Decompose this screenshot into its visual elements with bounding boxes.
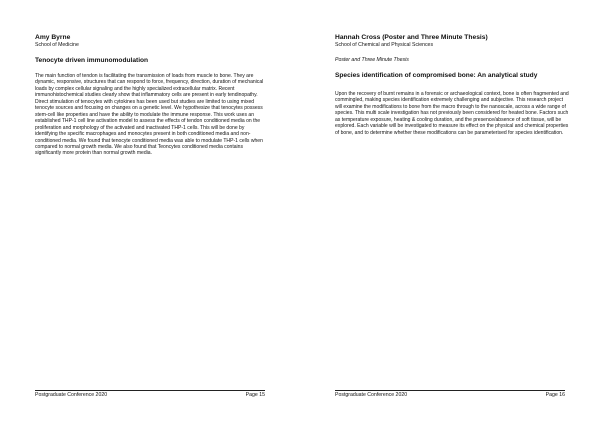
presentation-category: Poster and Three Minute Thesis [335, 57, 409, 63]
abstract-body: Upon the recovery of burnt remains in a forensic or archaeological context, bone is often fragmented and commingled, making species identification extremely challenging and subjective. This research project will examine the modifications to bone from the macro through to the nanoscale, across a wide range of species. This multi scale investigation has not previously been considered for heated bone. Factors such as temperature exposure, heating & cooling duration, and the presence/absence of soft tissue, will be explored. Each variable will be investigated to measure its effect on the physical and chemical properties of bone, and to determine whether these modifications can be parameterised for species identification. [335, 91, 569, 136]
abstract-title: Species identification of compromised bone: An analytical study [335, 72, 538, 79]
abstract-title: Tenocyte driven immunomodulation [35, 57, 149, 64]
footer-rule [35, 390, 265, 391]
school-name: School of Chemical and Physical Sciences [335, 42, 434, 48]
school-name: School of Medicine [35, 42, 79, 48]
footer-conference: Postgraduate Conference 2020 [335, 392, 408, 398]
page-number: Page 16 [545, 392, 565, 398]
right-page [300, 0, 600, 424]
footer-rule [335, 390, 565, 391]
footer-conference: Postgraduate Conference 2020 [35, 392, 108, 398]
author-name: Hannah Cross (Poster and Three Minute Thesis) [335, 34, 488, 41]
page-number: Page 15 [245, 392, 265, 398]
author-name: Amy Byrne [35, 34, 71, 41]
abstract-body: The main function of tendon is facilitating the transmission of loads from muscle to bone. They are dynamic, responsive, structures that can respond to force, frequency, direction, duration of mechanical loads by complex cellular signaling and the highly specialized extracellular matrix. Recent immunohistochemical studies clearly show that inflammatory cells are present in early tendinopathy. Direct stimulation of tenocytes with cytokines has been used but studies are limited to using mixed tenocyte sources and focusing on changes on a genetic level. We hypothesize that tenocytes possess stem-cell like properties and have the ability to modulate the immune response. This work uses an established THP-1 cell line activation model to assess the effects of tendon conditioned media on the proliferation and morphology of the activated and inactivated THP-1 cells. This will be done by identifying the specific macrophages and monocytes present in both conditioned media and non-conditioned media. We found that tenocyte conditioned media was able to modulate THP-1 cells when compared to normal growth media. We also found that Teoncytes conditioned media contains significantly more protein than normal growth media. [35, 73, 264, 157]
